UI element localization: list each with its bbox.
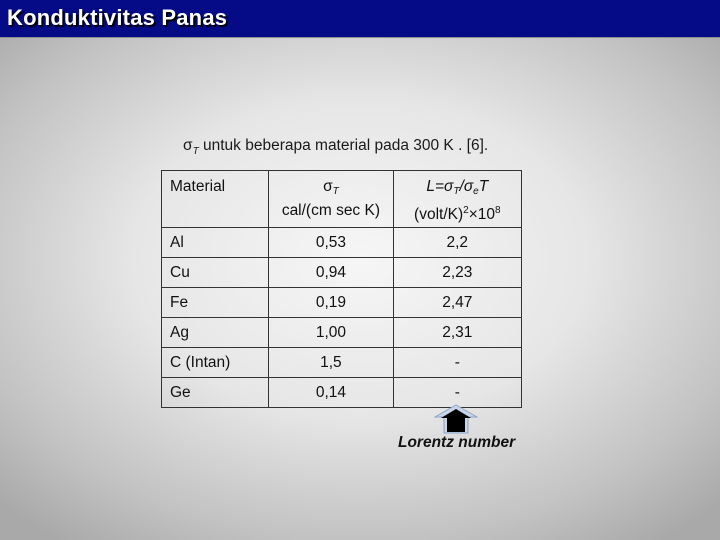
- cell-sigma: 0,53: [269, 228, 393, 258]
- header-sigma-unit: cal/(cm sec K): [281, 202, 380, 219]
- cell-sigma: 0,19: [269, 288, 393, 318]
- header-lorenz-unit-b: ×10: [468, 206, 495, 223]
- cell-sigma: 0,94: [269, 258, 393, 288]
- title-bar: [0, 0, 720, 38]
- header-lorenz-mid: /σ: [459, 178, 474, 195]
- cell-lorenz: 2,31: [393, 318, 521, 348]
- cell-material: C (Intan): [162, 348, 269, 378]
- header-lorenz-sub2: e: [473, 186, 479, 197]
- cell-lorenz: -: [393, 378, 521, 408]
- caption-text: untuk beberapa material pada 300 K . [6].: [198, 137, 489, 154]
- cell-sigma: 1,00: [269, 318, 393, 348]
- cell-sigma: 0,14: [269, 378, 393, 408]
- cell-material: Ag: [162, 318, 269, 348]
- slide-title: Konduktivitas Panas: [7, 5, 228, 30]
- caption-symbol: σ: [183, 137, 193, 154]
- header-material: Material: [162, 171, 269, 228]
- header-lorenz-unit-sup2: 8: [494, 205, 501, 216]
- cell-lorenz: 2,2: [393, 228, 521, 258]
- cell-material: Al: [162, 228, 269, 258]
- header-lorenz-sub1: T: [453, 186, 460, 197]
- cell-material: Ge: [162, 378, 269, 408]
- table-row: [162, 348, 522, 378]
- header-sigma-symbol: σ: [323, 178, 333, 195]
- header-sigma-sub: T: [332, 186, 339, 197]
- table-header-row: [162, 171, 522, 228]
- header-lorenz-end: T: [478, 178, 489, 195]
- table-row: [162, 378, 522, 408]
- table-row: [162, 288, 522, 318]
- table-row: [162, 258, 522, 288]
- cell-sigma: 1,5: [269, 348, 393, 378]
- header-lorenz-unit-a: (volt/K): [414, 206, 464, 223]
- conductivity-table: [161, 170, 522, 408]
- header-lorenz-prefix: L=σ: [426, 178, 454, 195]
- cell-lorenz: -: [393, 348, 521, 378]
- cell-lorenz: 2,47: [393, 288, 521, 318]
- header-lorenz-unit-sup1: 2: [463, 205, 469, 216]
- header-lorenz: [393, 171, 521, 228]
- cell-material: Cu: [162, 258, 269, 288]
- table-row: [162, 318, 522, 348]
- caption-subscript: T: [192, 146, 199, 158]
- cell-lorenz: 2,23: [393, 258, 521, 288]
- lorentz-number-label: Lorentz number: [398, 434, 516, 451]
- up-arrow-icon: [434, 404, 478, 434]
- table-row: [162, 228, 522, 258]
- cell-material: Fe: [162, 288, 269, 318]
- header-sigma: [269, 171, 393, 228]
- table-caption: [183, 137, 488, 157]
